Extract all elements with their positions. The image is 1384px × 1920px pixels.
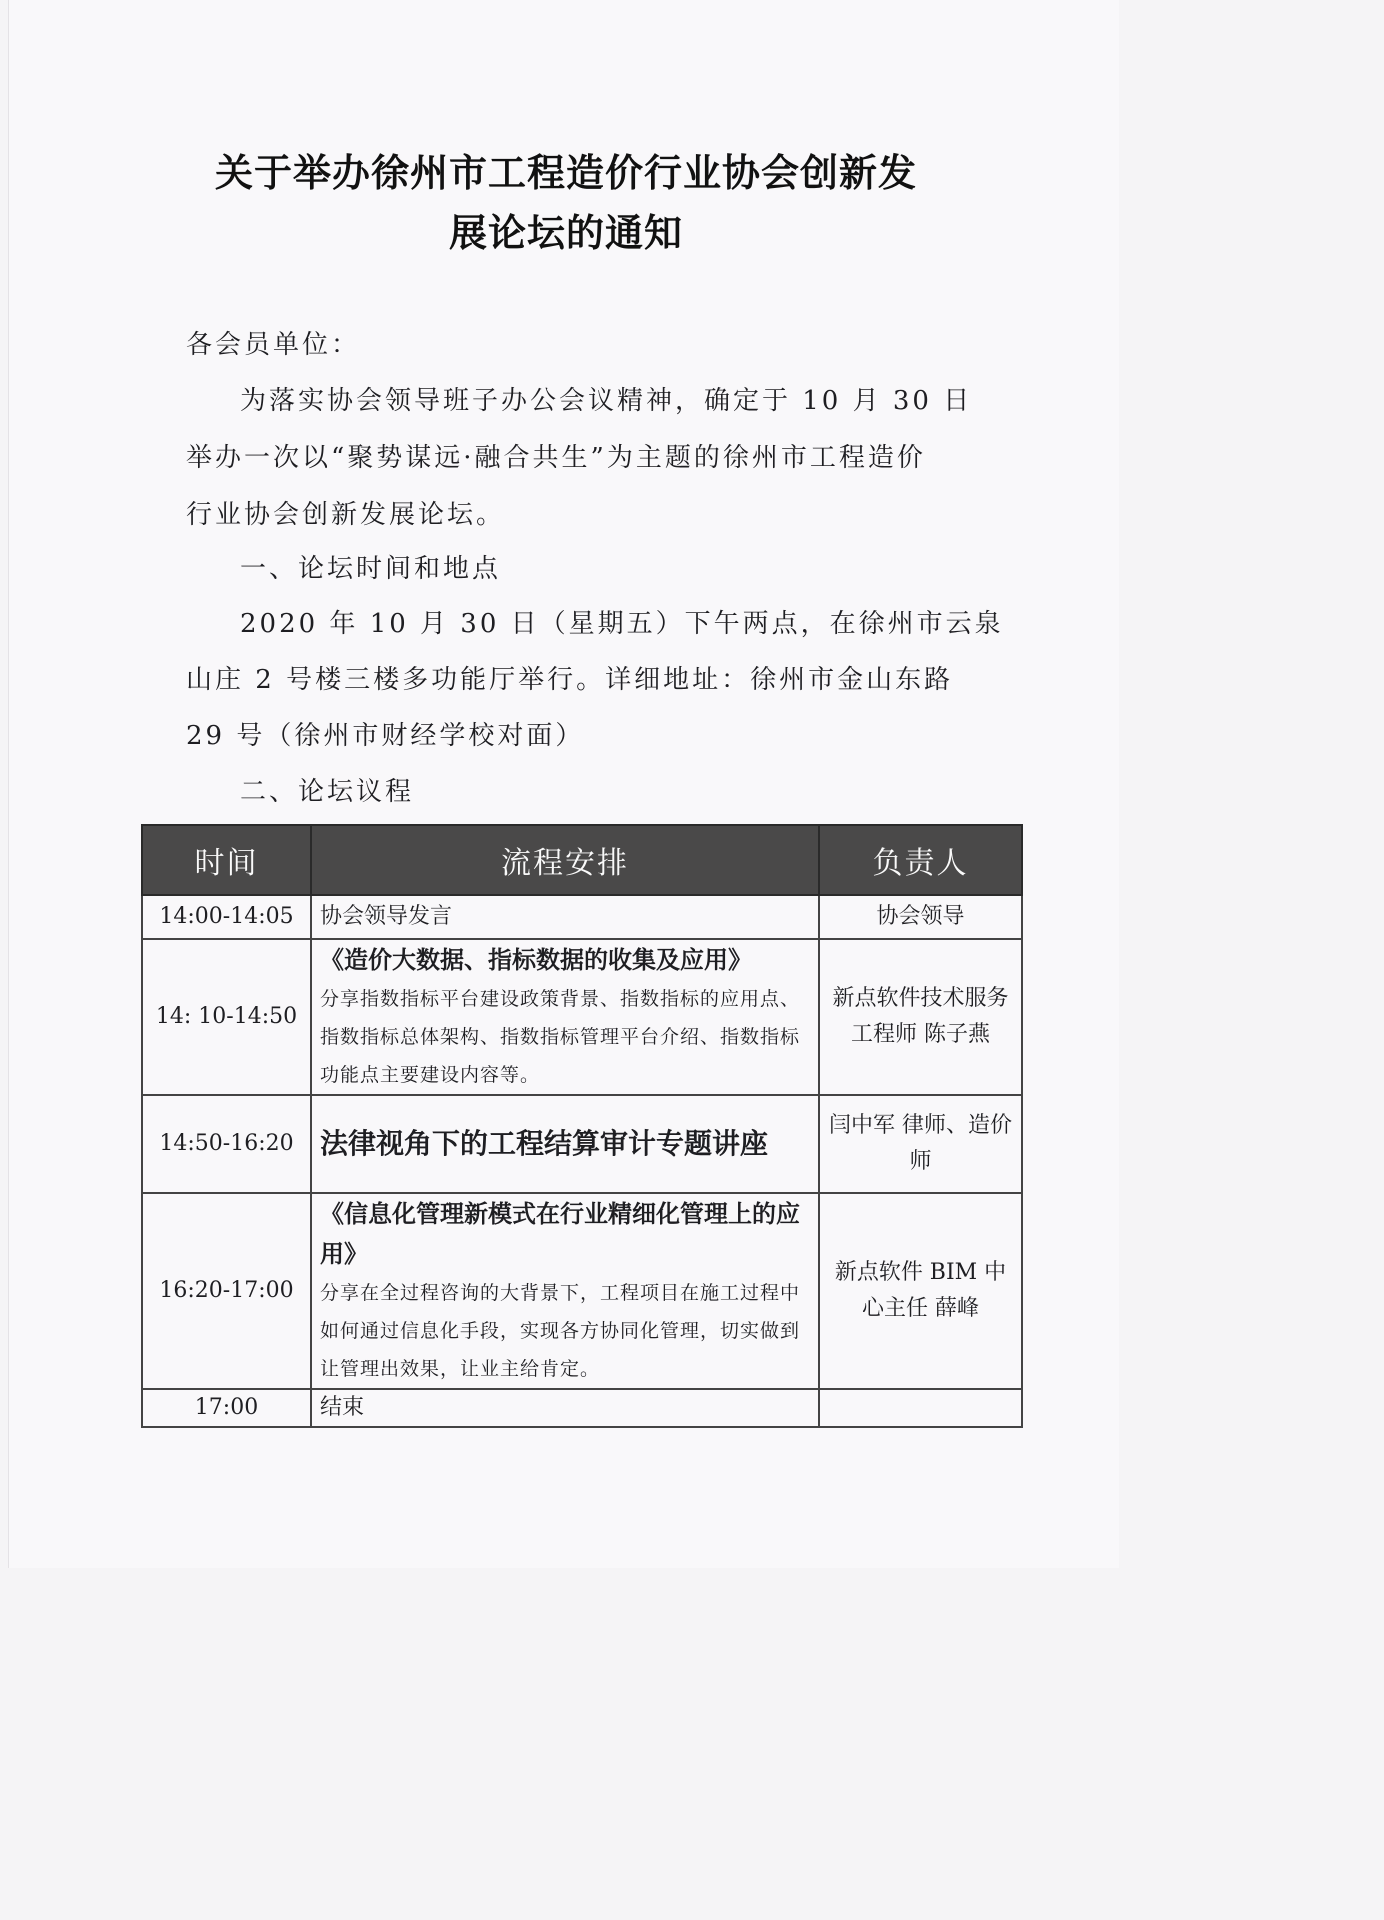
table-row (142, 1095, 1022, 1193)
section-heading: 二、论坛议程 (240, 777, 415, 807)
topic-description: 分享在全过程咨询的大背景下，工程项目在施工过程中如何通过信息化手段，实现各方协同化管理，切实做到让管理出效果，让业主给肯定。 (320, 1282, 801, 1380)
column-header-agenda: 流程安排 (311, 825, 819, 895)
topic-description: 分享指数指标平台建设政策背景、指数指标的应用点、指数指标总体架构、指数指标管理平台介绍、指数指标功能点主要建设内容等。 (320, 988, 801, 1086)
topic-title: 法律视角下的工程结算审计专题讲座 (320, 1127, 769, 1160)
owner-cell: 新点软件技术服务工程师 陈子燕 (819, 939, 1022, 1095)
owner-cell: 新点软件 BIM 中心主任 薛峰 (819, 1193, 1022, 1389)
column-header-owner: 负责人 (819, 825, 1022, 895)
paragraph-line: 行业协会创新发展论坛。 (186, 500, 506, 530)
section-heading: 一、论坛时间和地点 (240, 554, 502, 584)
topic-cell (311, 1095, 819, 1193)
table-row (142, 939, 1022, 1095)
table-row (142, 895, 1022, 939)
time-cell: 14:50-16:20 (142, 1095, 311, 1193)
document-title-line-2: 展论坛的通知 (448, 211, 683, 255)
topic-title: 《造价大数据、指标数据的收集及应用》 (320, 945, 752, 974)
time-cell: 16:20-17:00 (142, 1193, 311, 1389)
owner-cell: 闫中军 律师、造价师 (819, 1095, 1022, 1193)
topic-cell: 结束 (311, 1389, 819, 1427)
paragraph-line: 为落实协会领导班子办公会议精神，确定于 10 月 30 日 (240, 386, 973, 416)
topic-cell (311, 1193, 819, 1389)
topic-cell: 协会领导发言 (311, 895, 819, 939)
time-cell: 14: 10-14:50 (142, 939, 311, 1095)
agenda-table (141, 824, 1023, 1428)
document-title-line-1: 关于举办徐州市工程造价行业协会创新发 (214, 151, 917, 195)
topic-title: 《信息化管理新模式在行业精细化管理上的应用》 (320, 1199, 800, 1268)
paragraph-line: 29 号（徐州市财经学校对面） (186, 721, 585, 751)
time-cell: 17:00 (142, 1389, 311, 1427)
paragraph-line: 山庄 2 号楼三楼多功能厅举行。详细地址：徐州市金山东路 (186, 665, 954, 695)
time-cell: 14:00-14:05 (142, 895, 311, 939)
paragraph-line: 2020 年 10 月 30 日（星期五）下午两点，在徐州市云泉 (240, 609, 1004, 639)
paragraph-line: 举办一次以“聚势谋远·融合共生”为主题的徐州市工程造价 (186, 443, 926, 473)
table-header-row (142, 825, 1022, 895)
table-row (142, 1389, 1022, 1427)
column-header-time: 时间 (142, 825, 311, 895)
owner-cell (819, 1389, 1022, 1427)
owner-cell: 协会领导 (819, 895, 1022, 939)
table-row (142, 1193, 1022, 1389)
topic-cell (311, 939, 819, 1095)
salutation: 各会员单位： (186, 330, 361, 360)
